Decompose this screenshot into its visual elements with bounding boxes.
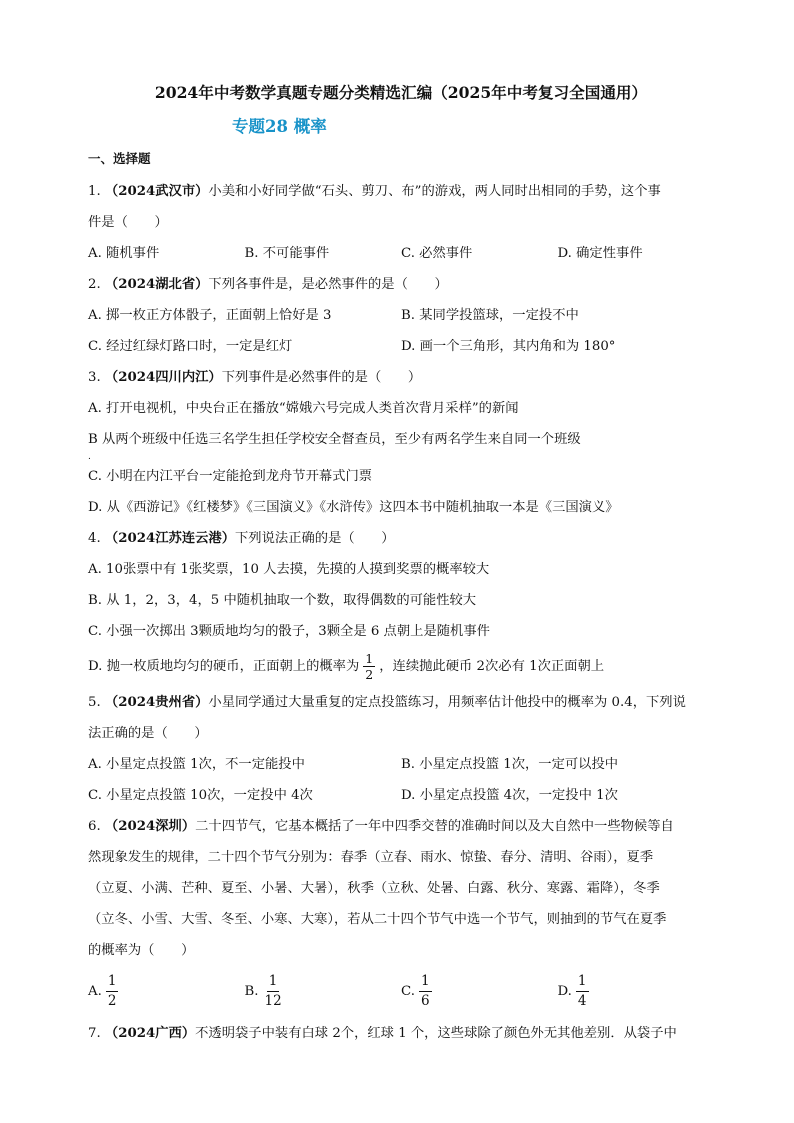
question-2 (88, 269, 714, 362)
question-7 (88, 1018, 714, 1049)
question-text-continued: 法正确的是（ ） (88, 726, 208, 741)
option-label: A. (88, 984, 102, 999)
question-stem (88, 269, 714, 300)
fraction-numerator: 1 (267, 972, 280, 992)
question-text-continued: （立夏、小满、芒种、夏至、小暑、大暑），秋季（立秋、处暑、白露、秋分、寒露、霜降），冬季 (88, 881, 660, 896)
question-text: 下列各事件是，是必然事件的是（ ） (208, 277, 448, 292)
fraction-denominator: 4 (577, 993, 587, 1009)
option-c: C. 经过红绿灯路口时，一定是红灯 (88, 339, 293, 354)
option-c: C. 小星定点投篮 10次，一定投中 4次 (88, 788, 313, 803)
option-b: B. 从 1，2，3，4，5 中随机抽取一个数，取得偶数的可能性较大 (88, 593, 477, 608)
question-number: 4. (88, 531, 101, 546)
option-c: C. 必然事件 (401, 246, 473, 261)
option-label: D. (557, 984, 572, 999)
option-d: D. 从《西游记》《红楼梦》《三国演义》《水浒传》这四本书中随机抽取一本是《三国演义》 (88, 500, 619, 515)
document-title: 2024年中考数学真题专题分类精选汇编（2025年中考复习全国通用） (154, 83, 648, 102)
question-number: 2. (88, 277, 101, 292)
question-stem (88, 176, 714, 207)
question-stem (88, 811, 714, 842)
option-d (558, 966, 715, 1018)
question-source: （2024武汉市） (104, 184, 209, 199)
fraction-numerator: 1 (576, 972, 589, 992)
fraction (419, 972, 432, 1011)
question-number: 3. (88, 370, 101, 385)
option-a: A. 10张票中有 1张奖票，10 人去摸，先摸的人摸到奖票的概率较大 (88, 562, 490, 577)
fraction-numerator: 1 (419, 972, 432, 992)
options-row (88, 238, 714, 269)
question-source: （2024湖北省） (104, 277, 209, 292)
question-5 (88, 687, 714, 811)
option-b (245, 966, 402, 1018)
question-text-continued: 然现象发生的规律，二十四个节气分别为：春季（立春、雨水、惊蛰、春分、清明、谷雨），夏季 (88, 850, 654, 865)
question-text: 小美和小好同学做“石头、剪刀、布”的游戏，两人同时出相同的手势，这个事 (208, 184, 661, 199)
fraction-numerator: 1 (106, 972, 119, 992)
fraction (576, 972, 589, 1011)
question-stem (88, 687, 714, 718)
option-a: A. 小星定点投篮 1次，不一定能投中 (88, 757, 305, 772)
options-row (88, 749, 714, 780)
question-source: （2024四川内江） (104, 370, 222, 385)
options-row (88, 331, 714, 362)
question-number: 6. (88, 819, 101, 834)
option-a (88, 966, 245, 1018)
question-source: （2024广西） (104, 1026, 196, 1041)
option-b: B. 不可能事件 (244, 246, 330, 261)
option-b: B. 某同学投篮球，一定投不中 (401, 308, 579, 323)
question-stem (88, 362, 714, 393)
fraction (106, 972, 119, 1011)
question-source: （2024贵州省） (104, 695, 209, 710)
option-d-text-continued: ，连续抛此硬币 2次必有 1次正面朝上 (379, 659, 605, 674)
option-d: D. 小星定点投篮 4次，一定投中 1次 (401, 788, 618, 803)
question-number: 5. (88, 695, 101, 710)
options-row (88, 780, 714, 811)
fraction-denominator: 6 (420, 993, 430, 1009)
option-label: C. (401, 984, 415, 999)
question-number: 1. (88, 184, 101, 199)
question-text: 小星同学通过大量重复的定点投篮练习，用频率估计他投中的概率为 0.4，下列说 (208, 695, 686, 710)
options-row (88, 966, 714, 1018)
question-text-continued: 的概率为（ ） (88, 943, 195, 958)
option-a: A. 打开电视机，中央台正在播放“嫦娥六号完成人类首次背月采样”的新闻 (88, 401, 519, 416)
options-row (88, 300, 714, 331)
question-6 (88, 811, 714, 1018)
question-source: （2024深圳） (104, 819, 196, 834)
fraction-denominator: 2 (365, 667, 374, 682)
option-d (88, 647, 714, 687)
question-text: 下列说法正确的是（ ） (235, 531, 395, 546)
section-heading: 一、选择题 (88, 151, 151, 166)
question-text: 不透明袋子中装有白球 2个，红球 1 个，这些球除了颜色外无其他差别．从袋子中 (195, 1026, 677, 1041)
fraction (363, 651, 375, 682)
question-text-continued: 件是（ ） (88, 215, 168, 230)
fraction-denominator: 2 (107, 993, 117, 1009)
question-text: 二十四节气，它基本概括了一年中四季交替的准确时间以及大自然中一些物候等自 (195, 819, 674, 834)
fraction (263, 972, 284, 1011)
question-stem (88, 1018, 714, 1049)
question-source: （2024江苏连云港） (104, 531, 236, 546)
option-d-text: D. 抛一枚质地均匀的硬币，正面朝上的概率为 (88, 659, 360, 674)
question-text: 下列事件是必然事件的是（ ） (221, 370, 422, 385)
question-text-continued: （立冬、小雪、大雪、冬至、小寒、大寒），若从二十四个节气中选一个节气，则抽到的节气在夏季 (88, 912, 667, 927)
option-b: B. 小星定点投篮 1次，一定可以投中 (401, 757, 619, 772)
option-b: B 从两个班级中任选三名学生担任学校安全督查员，至少有两名学生来自同一个班级 (88, 432, 581, 447)
option-label: B. (244, 984, 259, 999)
option-c: C. 小明在内江平台一定能抢到龙舟节开幕式门票 (88, 469, 373, 484)
option-a: A. 掷一枚正方体骰子，正面朝上恰好是 3 (88, 308, 332, 323)
question-1 (88, 176, 714, 269)
question-number: 7. (88, 1026, 101, 1041)
option-c: C. 小强一次掷出 3颗质地均匀的骰子，3颗全是 6 点朝上是随机事件 (88, 624, 490, 639)
question-4 (88, 523, 714, 687)
fraction-denominator: 12 (264, 993, 282, 1009)
option-c (401, 966, 558, 1018)
stray-mark: . (88, 452, 91, 462)
option-a: A. 随机事件 (88, 246, 160, 261)
fraction-numerator: 1 (365, 651, 374, 666)
question-3 (88, 362, 714, 523)
question-stem (88, 523, 714, 554)
option-d: D. 确定性事件 (557, 246, 643, 261)
option-d: D. 画一个三角形，其内角和为 180° (401, 339, 616, 354)
topic-subtitle: 专题28 概率 (232, 117, 327, 136)
